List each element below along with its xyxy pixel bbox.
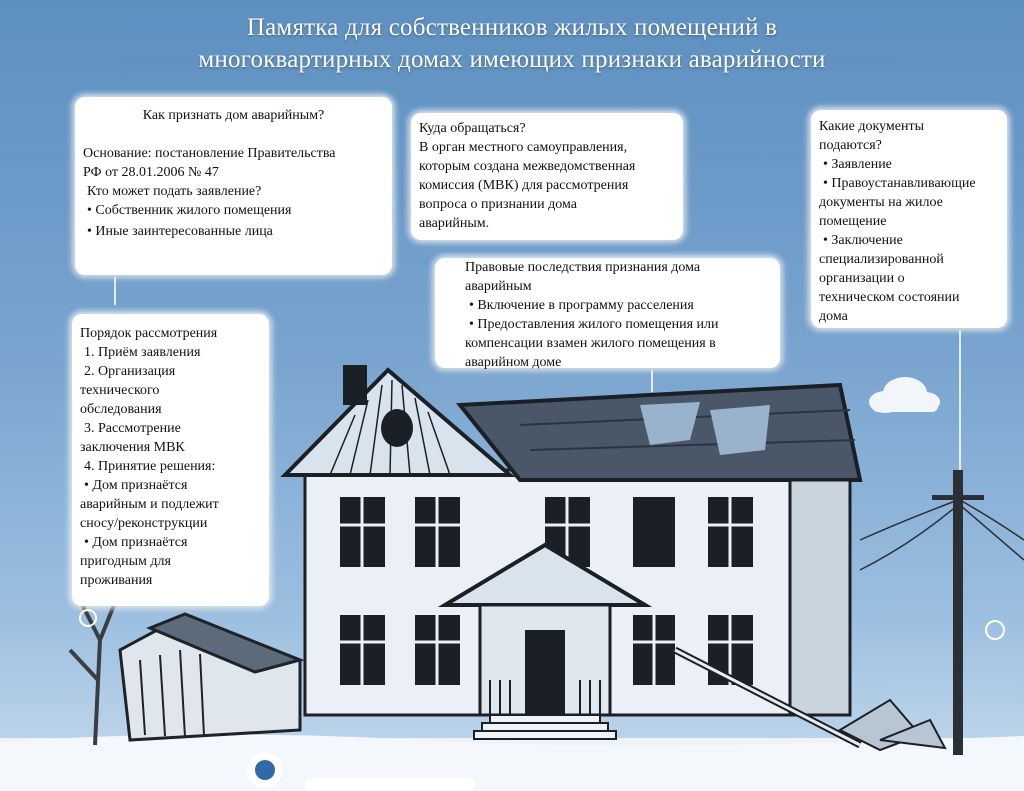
list-item: • Включение в программу расселения — [465, 296, 772, 315]
step-item-cont: технического — [80, 383, 160, 398]
text-line: В орган местного самоуправления, — [419, 140, 628, 155]
list-item-cont: компенсации взамен жилого помещения в — [465, 336, 716, 351]
card-where-to-apply — [411, 113, 683, 240]
text-line: вопроса о признании дома — [419, 197, 577, 212]
list-item: • Предоставления жилого помещения или — [465, 315, 772, 334]
step-item-cont: обследования — [80, 402, 162, 417]
list-item-cont: техническом состоянии — [819, 290, 960, 305]
basis-line: Основание: постановление Правительства — [83, 146, 336, 161]
step-item-cont: заключения МВК — [80, 440, 185, 455]
list-item-cont: аварийном доме — [465, 355, 562, 370]
text-line: аварийным. — [419, 216, 490, 231]
list-item-cont: документы на жилое — [819, 195, 943, 210]
text-line: которым создана межведомственная — [419, 159, 636, 174]
page-title — [0, 12, 1024, 76]
step-item: 2. Организация — [84, 364, 176, 379]
who-heading: Кто может подать заявление? — [87, 184, 262, 199]
card-heading: Куда обращаться? — [419, 121, 526, 136]
title-line-1: Памятка для собственников жилых помещений в — [246, 14, 778, 41]
card-heading: Порядок рассмотрения — [80, 326, 218, 341]
card-heading: подаются? — [819, 138, 882, 153]
list-item-cont: дома — [819, 309, 848, 324]
text-line: комиссия (МВК) для рассмотрения — [419, 178, 629, 193]
card-procedure — [72, 314, 269, 606]
card-how-to-recognize — [75, 97, 392, 275]
basis-line: РФ от 28.01.2006 № 47 — [83, 165, 219, 180]
step-item: 1. Приём заявления — [84, 345, 201, 360]
list-item: • Иные заинтересованные лица — [83, 222, 384, 241]
outcome-item: • Дом признаётся — [80, 533, 261, 552]
list-item: • Правоустанавливающие — [819, 174, 999, 193]
card-heading: Правовые последствия признания дома — [465, 260, 701, 275]
card-heading: аварийным — [465, 279, 532, 294]
step-item: 3. Рассмотрение — [84, 421, 181, 436]
outcome-item-cont: сносу/реконструкции — [80, 516, 208, 531]
list-item-cont: организации о — [819, 271, 905, 286]
list-item: • Заключение — [819, 231, 999, 250]
outcome-item-cont: проживания — [80, 573, 153, 588]
list-item-cont: помещение — [819, 214, 887, 229]
card-heading: Какие документы — [819, 119, 925, 134]
outcome-item: • Дом признаётся — [80, 476, 261, 495]
list-item: • Заявление — [819, 155, 999, 174]
card-heading: Как признать дом аварийным? — [142, 108, 325, 123]
card-documents — [811, 110, 1007, 328]
outcome-item-cont: аварийным и подлежит — [80, 497, 219, 512]
list-item: • Собственник жилого помещения — [83, 201, 384, 220]
outcome-item-cont: пригодным для — [80, 554, 171, 569]
title-line-2: многоквартирных домах имеющих признаки аварийности — [198, 46, 826, 73]
list-item-cont: специализированной — [819, 252, 944, 267]
card-legal-consequences — [435, 258, 780, 368]
step-item: 4. Принятие решения: — [84, 459, 216, 474]
